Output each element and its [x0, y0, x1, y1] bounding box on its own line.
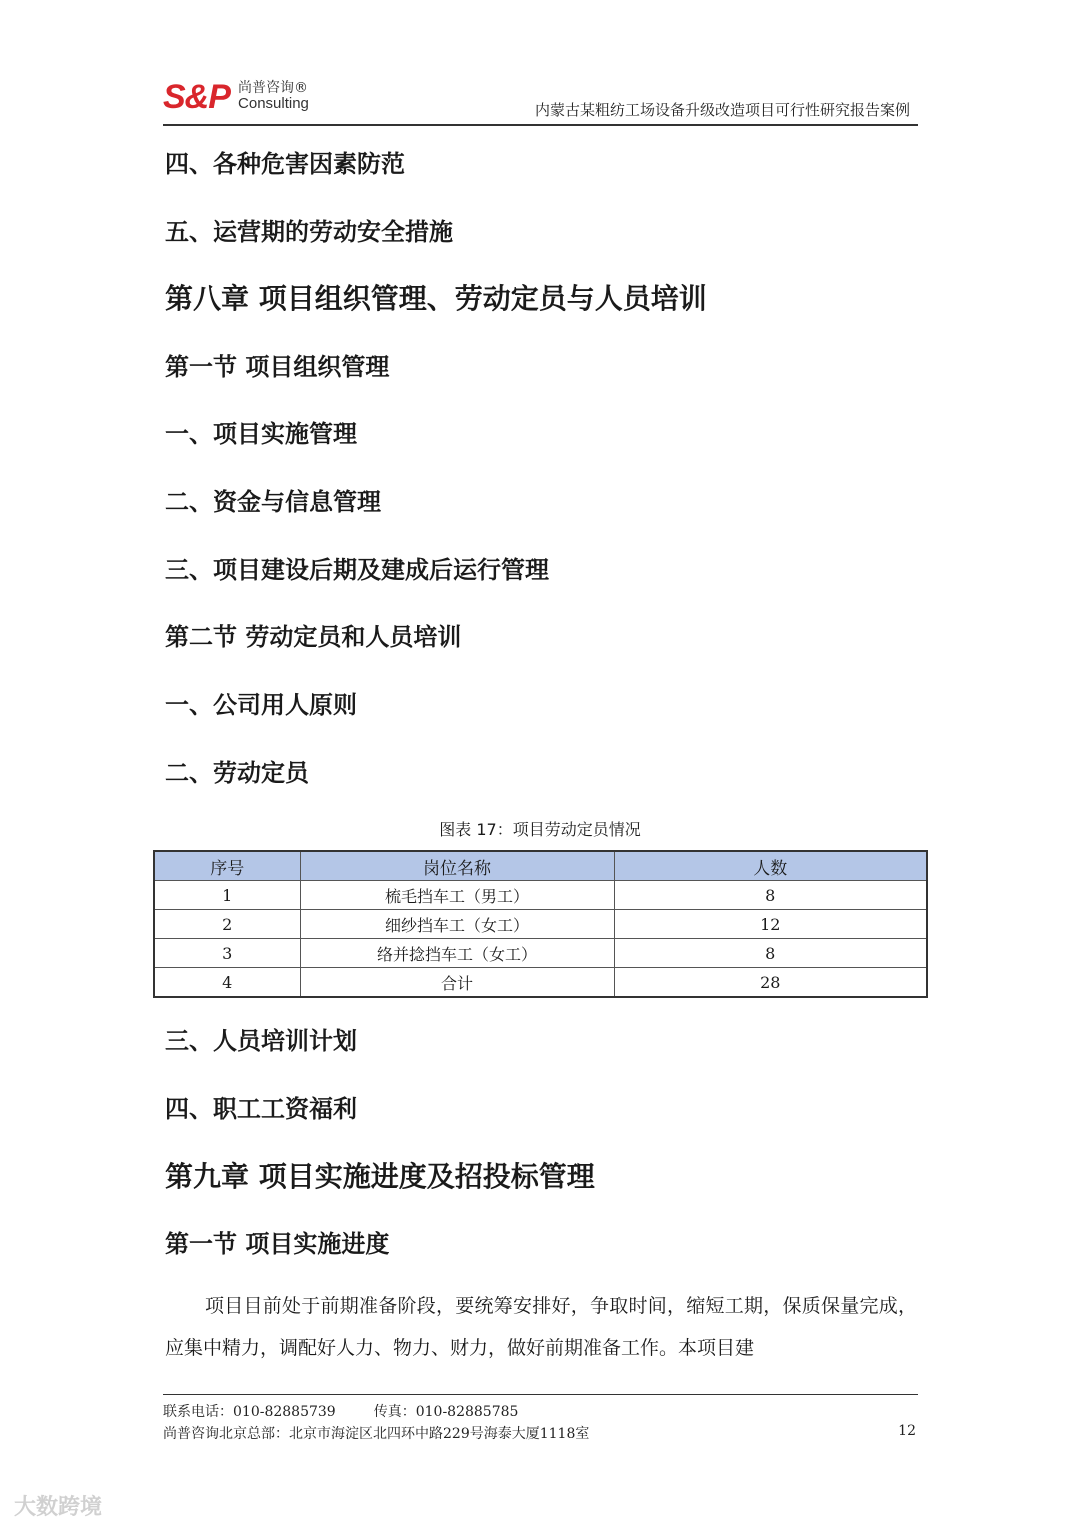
heading-hiring-principles: 一、公司用人原则: [165, 691, 357, 719]
table-cell: 3: [154, 939, 300, 968]
heading-hazard-prevention: 四、各种危害因素防范: [165, 150, 405, 178]
chapter-8-title: 第八章 项目组织管理、劳动定员与人员培训: [165, 282, 707, 315]
table-cell: 1: [154, 881, 300, 910]
body-paragraph: 项目目前处于前期准备阶段，要统筹安排好，争取时间，缩短工期，保质保量完成，应集中精力，调配好人力、物力、财力，做好前期准备工作。本项目建: [165, 1295, 917, 1359]
footer-address: 尚普咨询北京总部：北京市海淀区北四环中路229号海泰大厦1118室: [163, 1426, 590, 1442]
page-number: 12: [898, 1423, 916, 1439]
section-2-title: 第二节 劳动定员和人员培训: [165, 623, 462, 651]
chapter-9-title: 第九章 项目实施进度及招投标管理: [165, 1160, 595, 1193]
heading-staffing: 二、劳动定员: [165, 759, 309, 787]
table-cell: 2: [154, 910, 300, 939]
heading-wages-benefits: 四、职工工资福利: [165, 1095, 357, 1123]
logo-english-name: Consulting: [238, 95, 309, 112]
watermark: 大数跨境: [14, 1495, 103, 1520]
heading-training-plan: 三、人员培训计划: [165, 1027, 357, 1055]
table-row: [154, 968, 927, 998]
section-1-title: 第一节 项目组织管理: [165, 353, 390, 381]
table-cell: 8: [614, 939, 927, 968]
heading-operation-safety: 五、运营期的劳动安全措施: [165, 218, 453, 246]
table-row: [154, 939, 927, 968]
column-header: 岗位名称: [300, 851, 614, 881]
report-title: 内蒙古某粗纺工场设备升级改造项目可行性研究报告案例: [534, 101, 910, 119]
table-cell: 细纱挡车工（女工）: [300, 910, 614, 939]
column-header: 序号: [154, 851, 300, 881]
table-cell: 合计: [300, 968, 614, 998]
logo-chinese-name: 尚普咨询®: [238, 80, 309, 96]
table-cell: 4: [154, 968, 300, 998]
heading-later-stage-mgmt: 三、项目建设后期及建成后运行管理: [165, 556, 549, 584]
logo-mark: S&P: [163, 78, 230, 116]
heading-implementation-mgmt: 一、项目实施管理: [165, 420, 357, 448]
page-footer: [163, 1394, 918, 1442]
table-cell: 28: [614, 968, 927, 998]
company-logo: [163, 78, 309, 117]
table-row: [154, 881, 927, 910]
section-schedule-title: 第一节 项目实施进度: [165, 1230, 390, 1258]
table-cell: 梳毛挡车工（男工）: [300, 881, 614, 910]
table-cell: 8: [614, 881, 927, 910]
table-cell: 12: [614, 910, 927, 939]
page-header: [163, 74, 918, 126]
heading-fund-info-mgmt: 二、资金与信息管理: [165, 488, 381, 516]
table-header-row: [154, 851, 927, 881]
table-row: [154, 910, 927, 939]
footer-phone: 联系电话：010-82885739: [163, 1404, 336, 1420]
table-caption: 图表 17：项目劳动定员情况: [439, 820, 641, 839]
table-cell: 络并捻挡车工（女工）: [300, 939, 614, 968]
footer-fax: 传真：010-82885785: [373, 1404, 519, 1420]
staffing-table: [153, 850, 928, 998]
column-header: 人数: [614, 851, 927, 881]
